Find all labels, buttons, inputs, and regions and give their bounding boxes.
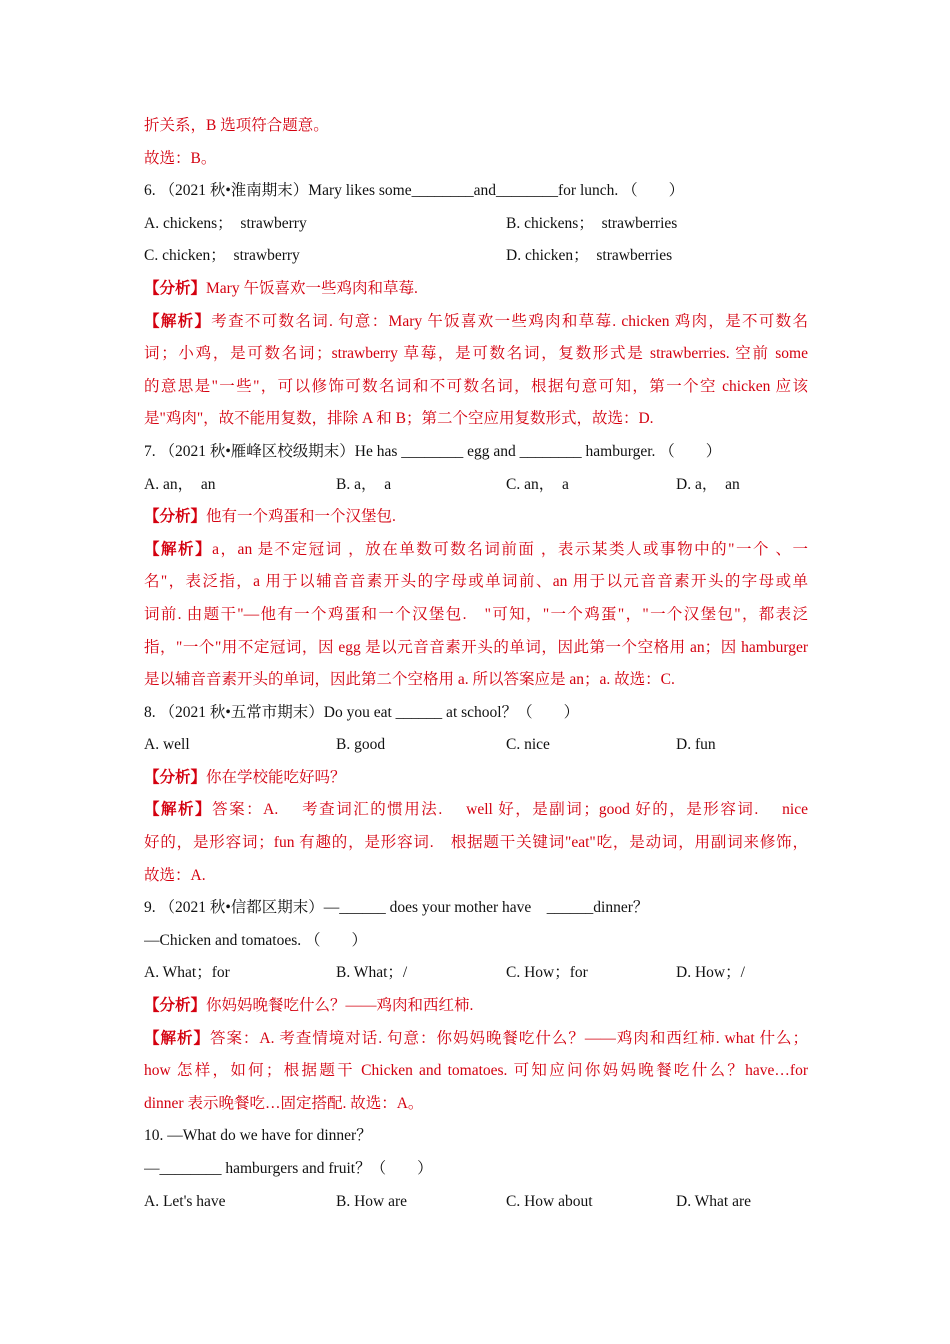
- option-a: A. well: [144, 736, 190, 754]
- question-8-solution: [144, 794, 808, 827]
- question-10-stem: 10. —What do we have for dinner？: [144, 1127, 372, 1145]
- option-c: C. How；for: [506, 964, 588, 982]
- question-7-solution: [144, 534, 808, 567]
- option-d: D. fun: [676, 736, 716, 754]
- option-a: A. Let's have: [144, 1192, 226, 1210]
- solution-line: 名"，表泛指，a 用于以辅音音素开头的字母或单词前、an 用于以元音音素开头的字母或单: [144, 573, 808, 591]
- analysis-tag: 【分析】: [144, 279, 207, 297]
- question-10-stem-reply: —________ hamburgers and fruit？（ ）: [144, 1160, 433, 1177]
- solution-text: 考查不可数名词. 句意：Mary 午饭喜欢一些鸡肉和草莓. chicken 鸡肉，是不可数名: [211, 312, 808, 330]
- document-page: [144, 110, 808, 1218]
- question-8-stem: 8. （2021 秋•五常市期末）Do you eat ______ at school？（ ）: [144, 703, 580, 721]
- solution-tag: 【解析】: [144, 1029, 210, 1047]
- analysis-text: 他有一个鸡蛋和一个汉堡包.: [206, 508, 396, 526]
- analysis-text: Mary 午饭喜欢一些鸡肉和草莓.: [206, 279, 418, 297]
- option-c: C. nice: [506, 736, 550, 754]
- question-9-solution: [144, 1023, 808, 1056]
- solution-text: a，an 是不定冠词 ，放在单数可数名词前面 ，表示某类人或事物中的"一个 、一: [212, 540, 808, 558]
- question-6-solution: [144, 306, 808, 339]
- option-c: C. chicken； strawberry: [144, 247, 300, 265]
- option-b: B. How are: [336, 1192, 408, 1210]
- option-c: C. How about: [506, 1192, 593, 1210]
- question-8-options: [144, 729, 808, 762]
- question-6-stem: 6. （2021 秋•淮南期末）Mary likes some________and________for lunch. （ ）: [144, 182, 685, 200]
- option-a: A. What；for: [144, 964, 230, 982]
- option-b: B. a， a: [336, 475, 392, 493]
- solution-line: 的意思是"一些"，可以修饰可数名词和不可数名词，根据句意可知，第一个空 chicken 应该: [144, 377, 808, 395]
- analysis-tag: 【分析】: [144, 508, 207, 526]
- question-7-options: [144, 469, 808, 502]
- solution-line: 词；小鸡，是可数名词；strawberry 草莓，是可数名词，复数形式是 strawberries. 空前 some: [144, 345, 808, 363]
- question-6-analysis: [144, 273, 808, 306]
- solution-line: 好的，是形容词；fun 有趣的，是形容词. 根据题干关键词"eat"吃，是动词，用副词来修饰，: [144, 834, 808, 852]
- option-b: B. good: [336, 736, 386, 754]
- solution-line: 指，"一个"用不定冠词，因 egg 是以元音音素开头的单词，因此第一个空格用 an；因 hamburger: [144, 638, 808, 656]
- option-d: D. What are: [676, 1192, 752, 1210]
- option-d: D. How；/: [676, 964, 745, 982]
- question-6-options-row-2: [144, 240, 808, 273]
- solution-line: 是"鸡肉"，故不能用复数，排除 A 和 B；第二个空应用复数形式，故选：D.: [144, 410, 654, 428]
- option-d: D. chicken； strawberries: [506, 247, 673, 265]
- solution-line: 词前. 由题干"—他有一个鸡蛋和一个汉堡包. "可知，"一个鸡蛋"，"一个汉堡包"，都表泛: [144, 605, 808, 623]
- solution-tag: 【解析】: [144, 540, 213, 558]
- option-d: D. a， an: [676, 475, 740, 493]
- question-9-analysis: [144, 990, 808, 1023]
- option-a: A. chickens； strawberry: [144, 214, 307, 232]
- option-b: B. What；/: [336, 964, 408, 982]
- option-b: B. chickens； strawberries: [506, 214, 678, 232]
- solution-line: 故选：A.: [144, 866, 206, 884]
- question-8-analysis: [144, 762, 808, 795]
- carryover-line: 折关系，B 选项符合题意。: [144, 117, 329, 134]
- solution-text: 答案：A. 考查情境对话. 句意：你妈妈晚餐吃什么？——鸡肉和西红柿. what 什么；: [209, 1029, 808, 1047]
- question-7-analysis: [144, 501, 808, 534]
- question-7-stem: 7. （2021 秋•雁峰区校级期末）He has ________ egg and ________ hamburger. （ ）: [144, 442, 722, 460]
- analysis-tag: 【分析】: [144, 768, 207, 786]
- analysis-text: 你妈妈晚餐吃什么？——鸡肉和西红柿.: [206, 997, 474, 1015]
- analysis-text: 你在学校能吃好吗？: [206, 768, 346, 786]
- option-a: A. an， an: [144, 475, 216, 493]
- solution-tag: 【解析】: [144, 801, 213, 819]
- solution-text: 答案：A. 考查词汇的惯用法. well 好，是副词；good 好的，是形容词. nice: [212, 801, 808, 819]
- solution-line: dinner 表示晚餐吃…固定搭配. 故选：A。: [144, 1094, 424, 1112]
- question-10-options: [144, 1186, 808, 1219]
- analysis-tag: 【分析】: [144, 997, 207, 1015]
- question-9-options: [144, 957, 808, 990]
- solution-line: how 怎样，如何；根据题干 Chicken and tomatoes. 可知应问你妈妈晚餐吃什么？have…for: [144, 1062, 808, 1080]
- solution-tag: 【解析】: [144, 312, 212, 330]
- solution-line: 是以辅音音素开头的单词，因此第二个空格用 a. 所以答案应是 an；a. 故选：C.: [144, 671, 675, 689]
- carryover-answer: 故选：B。: [144, 149, 217, 167]
- question-6-options-row-1: [144, 208, 808, 241]
- question-9-stem: 9. （2021 秋•信都区期末）—______ does your mother have ______dinner？: [144, 899, 649, 917]
- question-9-stem-reply: —Chicken and tomatoes. （ ）: [144, 931, 367, 949]
- option-c: C. an， a: [506, 475, 569, 493]
